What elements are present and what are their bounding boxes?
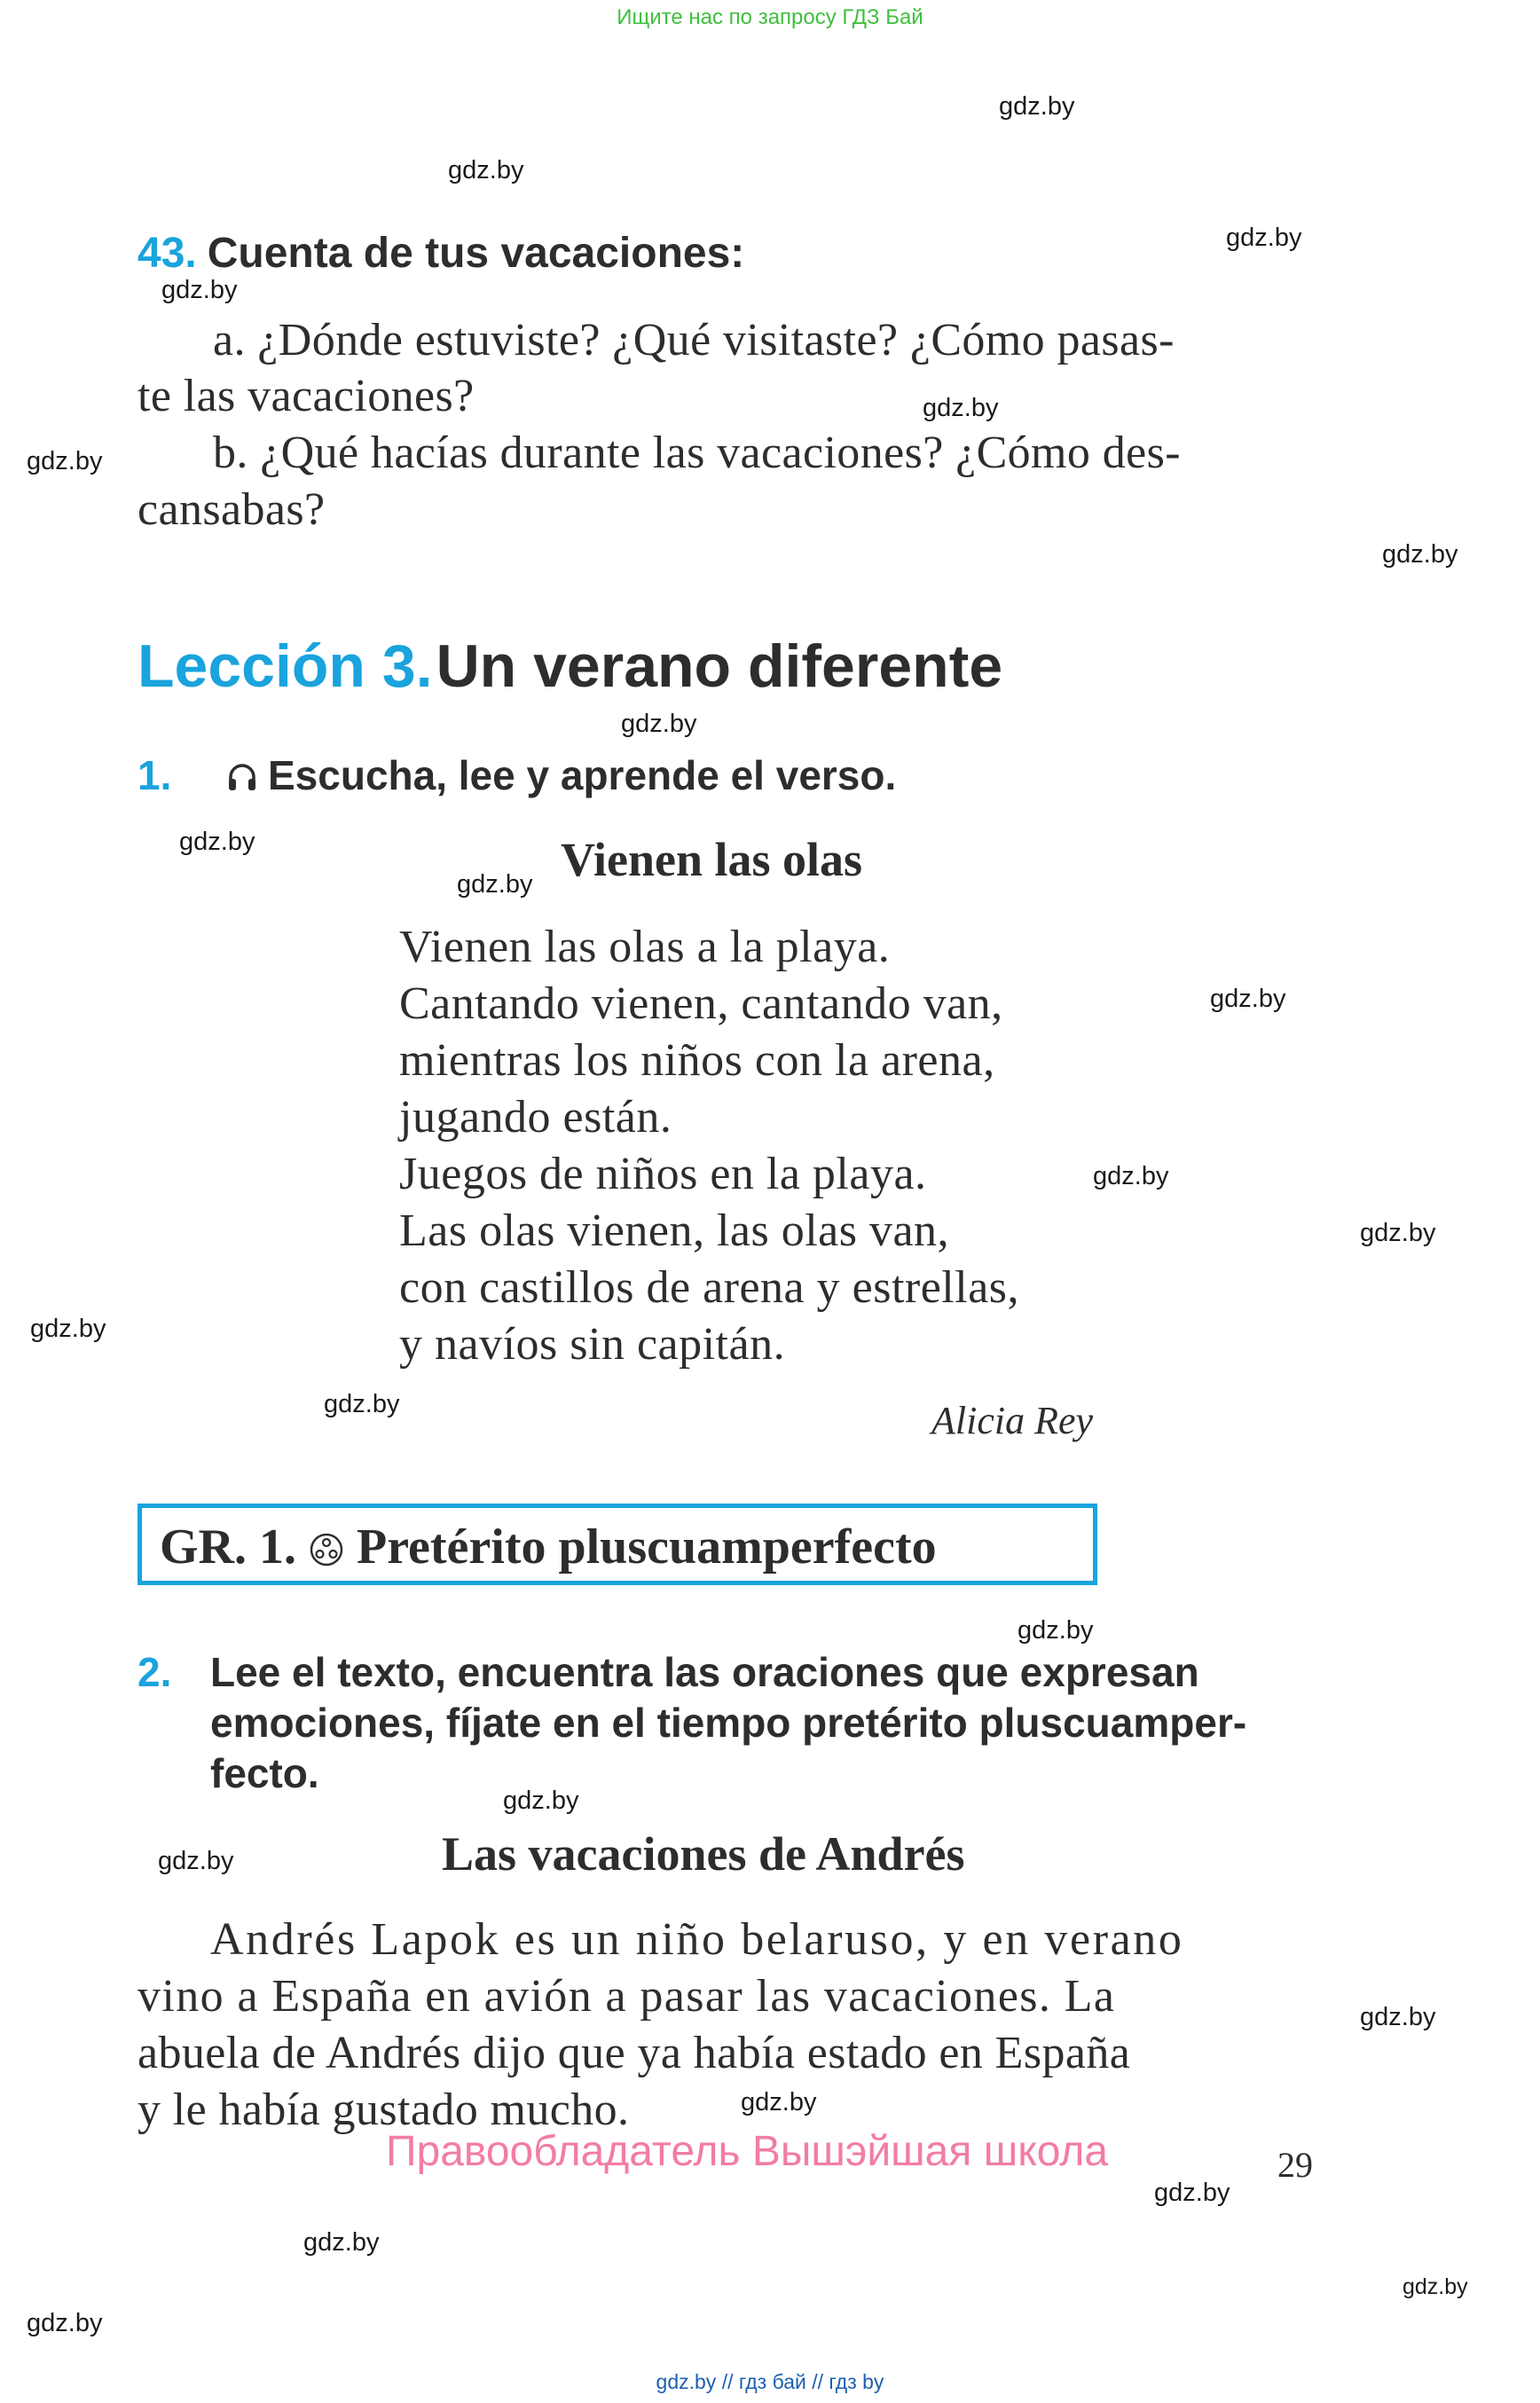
- watermark: gdz.by: [179, 828, 255, 856]
- watermark: gdz.by: [999, 92, 1075, 121]
- watermark: gdz.by: [1360, 2003, 1436, 2031]
- watermark: gdz.by: [923, 394, 999, 422]
- exercise-number: 2.: [138, 1649, 172, 1695]
- exercise-2-line-1: Lee el texto, encuentra las oraciones que expresan: [210, 1649, 1199, 1695]
- exercise-1-heading: [138, 751, 896, 804]
- poem-line: jugando están.: [399, 1092, 672, 1143]
- exercise-number: 1.: [138, 752, 172, 798]
- story-line: Andrés Lapok es un niño belaruso, y en verano: [210, 1914, 1184, 1965]
- watermark: gdz.by: [741, 2088, 817, 2116]
- exercise-number: 43.: [138, 230, 197, 277]
- watermark: gdz.by: [1360, 1219, 1436, 1247]
- poem-author: Alicia Rey: [931, 1399, 1094, 1442]
- watermark: gdz.by: [1018, 1616, 1094, 1645]
- poem-line: Vienen las olas a la playa.: [399, 922, 891, 972]
- question-a-line-1: a. ¿Dónde estuviste? ¿Qué visitaste? ¿Cómo pasas-: [213, 315, 1175, 365]
- poem-line: y navíos sin capitán.: [399, 1319, 786, 1370]
- watermark: gdz.by: [1226, 224, 1302, 252]
- grammar-label: GR. 1.: [160, 1520, 296, 1575]
- exercise-43-heading: [138, 229, 744, 278]
- watermark: gdz.by: [457, 870, 533, 899]
- poem-line: Juegos de niños en la playa.: [399, 1149, 927, 1199]
- watermark: gdz.by: [1154, 2179, 1230, 2207]
- story-title: Las vacaciones de Andrés: [442, 1827, 965, 1881]
- watermark: gdz.by: [1382, 540, 1458, 569]
- exercise-2-line-3: fecto.: [210, 1750, 319, 1796]
- exercise-title: Cuenta de tus vacaciones:: [207, 230, 745, 277]
- grammar-title: Pretérito pluscuamperfecto: [357, 1520, 937, 1575]
- page-number: 29: [1277, 2145, 1313, 2185]
- watermark: gdz.by: [303, 2228, 380, 2257]
- question-b-line-1: b. ¿Qué hacías durante las vacaciones? ¿Cómo des-: [213, 428, 1181, 478]
- poem-line: mientras los niños con la arena,: [399, 1035, 995, 1086]
- exercise-title: Escucha, lee y aprende el verso.: [268, 752, 897, 798]
- poem-line: Las olas vienen, las olas van,: [399, 1205, 950, 1256]
- watermark: gdz.by: [448, 156, 524, 185]
- top-banner[interactable]: Ищите нас по запросу ГДЗ Бай: [617, 5, 923, 29]
- lesson-number: Lección 3.: [138, 632, 433, 700]
- lesson-heading: [138, 632, 1002, 701]
- story-line: abuela de Andrés dijo que ya había estado en España: [138, 2028, 1131, 2078]
- watermark: gdz.by: [161, 276, 238, 304]
- watermark: gdz.by: [503, 1787, 579, 1815]
- copyright-holder: Правообладатель Вышэйшая школа: [386, 2128, 1109, 2175]
- poem-line: Cantando vienen, cantando van,: [399, 978, 1003, 1029]
- watermark: gdz.by: [27, 447, 103, 475]
- triad-circle-icon: [309, 1523, 344, 1580]
- bottom-links[interactable]: gdz.by // гдз бай // гдз by: [656, 2370, 884, 2393]
- watermark: gdz.by: [1210, 985, 1286, 1013]
- watermark: gdz.by: [158, 1847, 234, 1875]
- grammar-heading: [160, 1519, 937, 1580]
- headphones-icon: [226, 757, 258, 804]
- lesson-title: Un verano diferente: [436, 632, 1003, 700]
- question-a-line-2: te las vacaciones?: [138, 371, 475, 421]
- story-line: y le había gustado mucho.: [138, 2085, 630, 2135]
- watermark: gdz.by: [30, 1315, 106, 1343]
- exercise-2-line-2: emociones, fíjate en el tiempo pretérito pluscuamper-: [210, 1700, 1247, 1746]
- story-line: vino a España en avión a pasar las vacaciones. La: [138, 1971, 1116, 2022]
- watermark: gdz.by: [1093, 1162, 1169, 1190]
- question-b-line-2: cansabas?: [138, 484, 326, 535]
- watermark: gdz.by: [621, 710, 697, 738]
- poem-line: con castillos de arena y estrellas,: [399, 1262, 1020, 1313]
- poem-title: Vienen las olas: [561, 833, 863, 886]
- watermark: gdz.by: [27, 2309, 103, 2337]
- watermark: gdz.by: [1402, 2274, 1468, 2299]
- watermark: gdz.by: [324, 1390, 400, 1418]
